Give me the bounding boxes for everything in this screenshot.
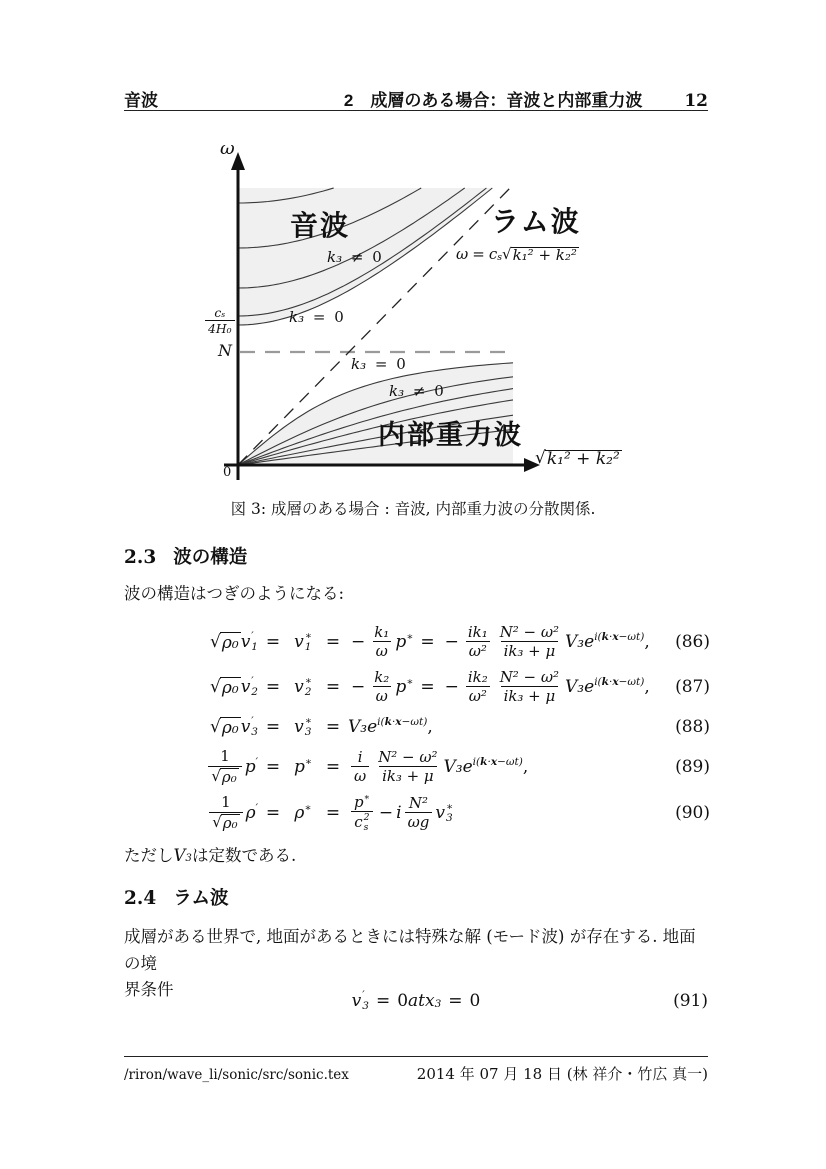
tadashi-pre: ただし (124, 846, 174, 865)
equation-88 (206, 709, 710, 745)
eq87-lhs: √ ρ₀ v ′ 2 (210, 674, 258, 698)
eq90-mid: ρ ∗ (294, 802, 312, 823)
eq86-number: (86) (675, 632, 710, 652)
eq89-rhs: $\frac{i}{\omega}$ $\frac{\text{N² − ω²}}{\text{ik₃ + μ}}$ V₃ e i(k·x−ωt) , (348, 749, 528, 785)
section-2-4-title: ラム波 (173, 887, 229, 908)
eq86-equals-2: = (325, 632, 341, 652)
paragraph-v3-constant (124, 842, 296, 866)
eq90-number: (90) (675, 803, 710, 823)
running-header (124, 86, 708, 111)
equation-90 (206, 789, 710, 837)
section-2-3-number: 2.3 (124, 547, 157, 568)
equation-86 (206, 619, 710, 665)
eq90-rhs: p ∗ c 2 s − i $\frac{\text{N²}}{\omega g}$ v ∗ 3 (348, 794, 453, 833)
footer-date-authors: 2014 年 07 月 18 日 (林 祥介・竹広 真一) (416, 1065, 708, 1083)
section-2-3-heading (124, 543, 247, 569)
section-2-3-title: 波の構造 (173, 546, 248, 567)
eq89-equals-2: = (325, 757, 341, 777)
lamb-paragraph-line2: 界条件 (124, 980, 174, 999)
equation-91 (124, 984, 708, 1018)
omega-axis-label: ω (220, 138, 235, 159)
gravity-k3-nonzero-label: k₃ ≠ 0 (389, 382, 444, 400)
cs-over-4h0-tick-label: c s 4H₀ (202, 306, 238, 336)
n-tick-label: N (218, 341, 232, 360)
eq90-equals-1: = (265, 803, 281, 823)
eq88-mid: v ∗ 3 (294, 714, 312, 738)
origin-label: 0 (223, 465, 232, 480)
footer (124, 1063, 708, 1084)
header-section-title: 2 成層のある場合：音波と内部重力波 (343, 91, 643, 110)
header-left-title: 音波 (124, 91, 158, 110)
eq88-equals-2: = (325, 717, 341, 737)
eq88-lhs: √ ρ₀ v ′ 3 (210, 714, 258, 738)
eq87-equals-2: = (325, 677, 341, 697)
lamb-wave-label: ラム波 (491, 206, 581, 237)
page-number: 12 (684, 91, 708, 111)
gravity-k3-zero-label: k₃ = 0 (351, 355, 406, 373)
internal-gravity-wave-label: 内部重力波 (378, 420, 523, 450)
acoustic-k3-nonzero-label: k₃ ≠ 0 (327, 248, 382, 266)
acoustic-k3-zero-label: k₃ = 0 (289, 308, 344, 326)
equation-87 (206, 665, 710, 709)
equation-block (206, 619, 710, 837)
eq89-equals-1: = (265, 757, 281, 777)
eq88-equals-1: = (265, 717, 281, 737)
section-2-4-number: 2.4 (124, 888, 157, 909)
equation-89 (206, 745, 710, 789)
tadashi-variable: V 3 (173, 846, 192, 865)
lamb-dispersion-equation-label: ω = c s √ k₁² + k₂² (456, 245, 577, 264)
dispersion-figure (190, 140, 635, 492)
footer-file-path: /riron/wave_li/sonic/src/sonic.tex (124, 1067, 349, 1083)
lamb-paragraph-line1: 成層がある世界で, 地面があるときには特殊な解 (モード波) が存在する. 地面の境 (124, 927, 696, 973)
eq86-equals-1: = (265, 632, 281, 652)
eq87-rhs: − $\frac{\text{k₂}}{\omega}$ p ∗ = − $\frac{\text{ik₂}}{\text{ω²}}$ $\frac{\text{N² − ω²}}{\text{ik₃ + μ}}$ V₃ e i(k·x−ωt) , (351, 667, 650, 705)
eq90-lhs: 1 √ ρ₀ ρ ′ (206, 794, 258, 831)
eq87-number: (87) (675, 677, 710, 697)
eq88-rhs: V₃ e i(k·x−ωt) , (348, 716, 433, 737)
eq91-number: (91) (673, 991, 708, 1011)
paragraph-wave-structure: 波の構造はつぎのようになる: (124, 584, 345, 603)
header-rule (124, 110, 708, 111)
eq89-lhs: 1 √ ρ₀ p ′ (205, 748, 258, 785)
sound-wave-label: 音波 (290, 210, 351, 241)
eq87-equals-1: = (265, 677, 281, 697)
section-2-4-heading (124, 884, 229, 910)
eq88-number: (88) (675, 717, 710, 737)
footer-rule (124, 1056, 708, 1057)
x-axis-label: √ k₁² + k₂² (535, 448, 620, 469)
eq87-mid: v ∗ 2 (294, 674, 312, 698)
figure-caption: 図 3: 成層のある場合 : 音波, 内部重力波の分散関係. (230, 500, 596, 518)
tadashi-post: は定数である. (191, 846, 297, 865)
eq89-number: (89) (675, 757, 710, 777)
eq86-lhs: √ ρ₀ v ′ 1 (210, 629, 258, 653)
eq89-mid: p ∗ (293, 756, 313, 777)
eq86-mid: v ∗ 1 (294, 629, 312, 653)
eq90-equals-2: = (325, 803, 341, 823)
eq91-body: v ′ 3 = 0 at x 3 = 0 (351, 988, 481, 1012)
eq86-rhs: − $\frac{\text{k₁}}{\omega}$ p ∗ = − $\frac{\text{ik₁}}{\text{ω²}}$ $\frac{\text{N² − ω²}}{\text{ik₃ + μ}}$ V₃ e i(k·x−ωt) , (351, 622, 650, 660)
